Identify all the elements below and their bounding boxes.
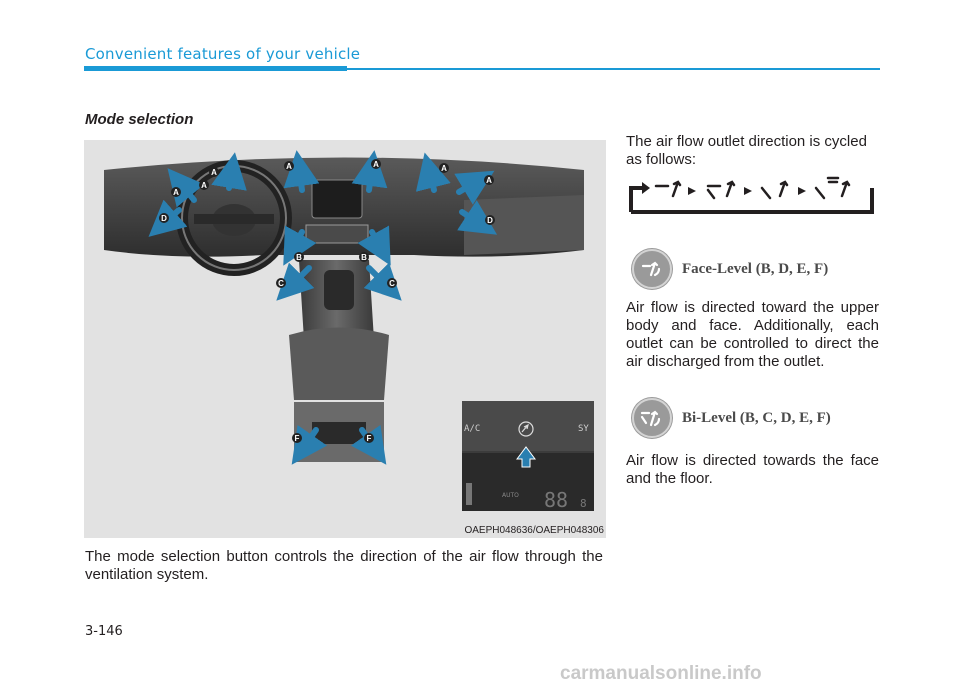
mode-description: The mode selection button controls the direction of the air flow through the ventilation system. bbox=[85, 548, 603, 583]
figure-caption: OAEPH048636/OAEPH048306 bbox=[464, 525, 604, 536]
inset-sync-label: SY bbox=[578, 424, 589, 434]
label-a: A bbox=[211, 168, 217, 177]
mode-cycle-diagram bbox=[628, 172, 878, 216]
dashboard-figure bbox=[84, 140, 606, 538]
label-a: A bbox=[286, 162, 292, 171]
cycle-intro: The air flow outlet direction is cycled as follows: bbox=[626, 133, 867, 168]
label-a: A bbox=[373, 160, 379, 169]
header-rule-thin bbox=[347, 68, 880, 70]
watermark: carmanualsonline.info bbox=[560, 663, 762, 684]
section-title: Mode selection bbox=[85, 111, 194, 128]
bi-level-description: Air flow is directed towards the face and the floor. bbox=[626, 452, 879, 487]
label-b: B bbox=[296, 253, 302, 262]
inset-display-small: 8 bbox=[580, 497, 587, 510]
face-level-description: Air flow is directed toward the upper body and face. Additionally, each outlet can be controlled to direct the air discharged from the outlet. bbox=[626, 299, 879, 370]
face-level-mode bbox=[632, 249, 828, 289]
label-f: F bbox=[294, 434, 300, 443]
label-c: C bbox=[278, 279, 284, 288]
label-d: D bbox=[161, 214, 167, 223]
page-number: 3-146 bbox=[85, 624, 123, 639]
label-b: B bbox=[361, 253, 367, 262]
label-a: A bbox=[441, 164, 447, 173]
face-level-label: Face-Level (B, D, E, F) bbox=[682, 260, 829, 277]
label-a: A bbox=[486, 176, 492, 185]
label-a: A bbox=[201, 181, 207, 190]
inset-display-value: 88 bbox=[544, 488, 569, 511]
bi-level-mode bbox=[632, 398, 831, 438]
inset-ac-label: A/C bbox=[464, 424, 481, 434]
label-a: A bbox=[173, 188, 179, 197]
inset-auto-label: AUTO bbox=[502, 492, 519, 499]
label-c: C bbox=[389, 279, 395, 288]
label-d: D bbox=[487, 216, 493, 225]
label-f: F bbox=[366, 434, 372, 443]
face-level-icon bbox=[632, 249, 672, 289]
chapter-header: Convenient features of your vehicle bbox=[85, 45, 361, 63]
bi-level-icon bbox=[632, 398, 672, 438]
bi-level-label: Bi-Level (B, C, D, E, F) bbox=[682, 409, 831, 426]
header-rule-thick bbox=[84, 66, 347, 71]
climate-panel-inset bbox=[462, 401, 594, 511]
